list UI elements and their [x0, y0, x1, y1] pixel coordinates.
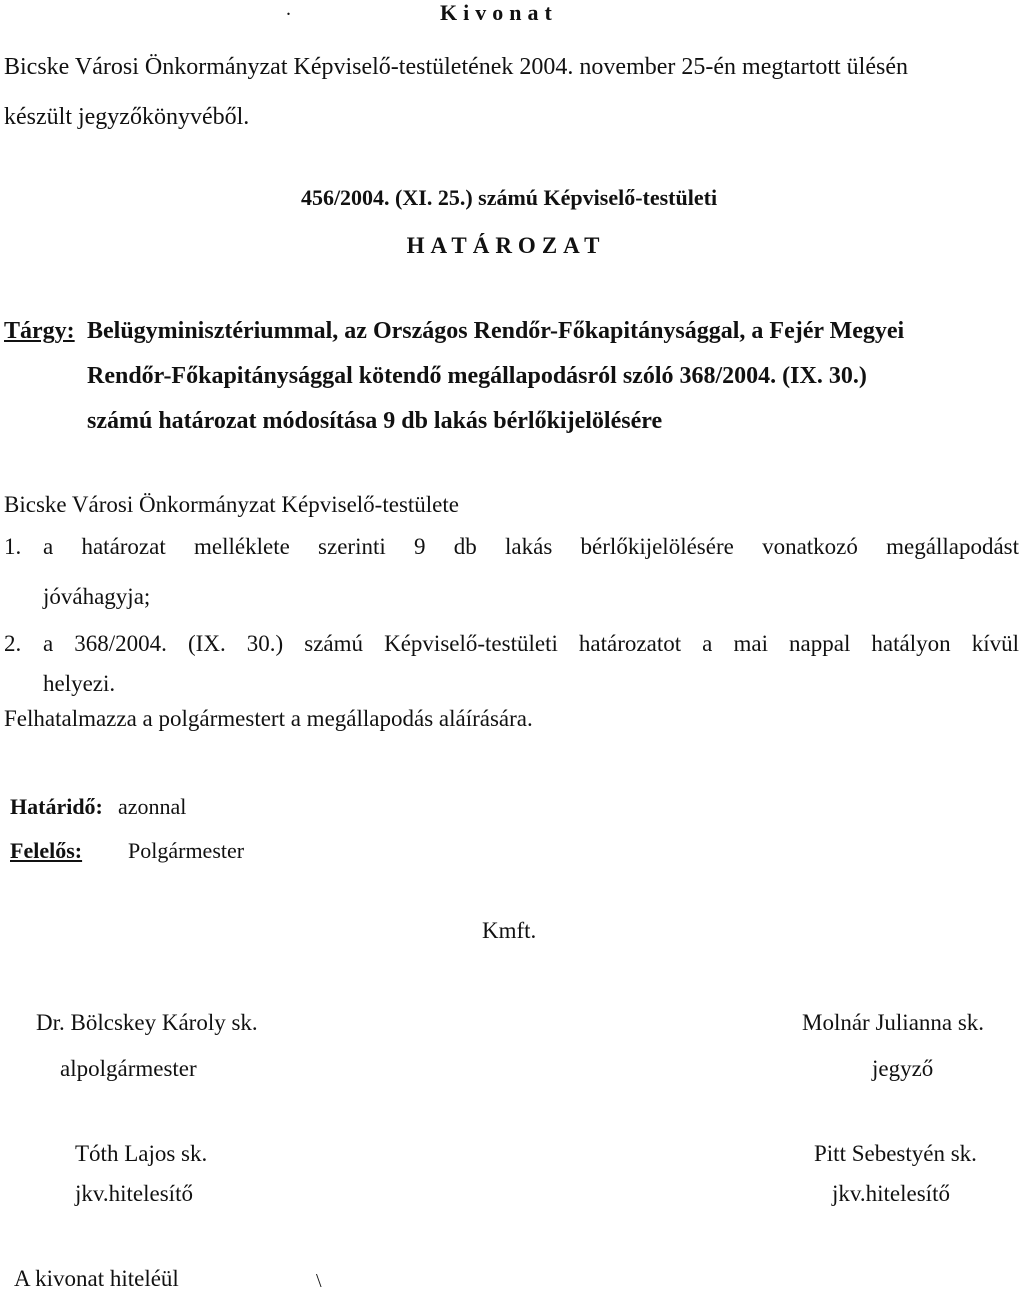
kmft-note: Kmft. [482, 918, 537, 943]
intro-line-1: Bicske Városi Önkormányzat Képviselő-testületének 2004. november 25-én megtartott ülésén [4, 54, 908, 80]
subject-label: Tárgy: [4, 318, 75, 344]
signature-left-2-name: Tóth Lajos sk. [75, 1141, 208, 1166]
resolution-heading: HATÁROZAT [406, 233, 606, 258]
item-2-line-2: helyezi. [43, 671, 116, 696]
item-1-line-1: a határozat melléklete szerinti 9 db lakás bérlőkijelölésére vonatkozó megállapodást [43, 534, 1019, 559]
deadline-value: azonnal [118, 794, 187, 819]
signature-right-2-name: Pitt Sebestyén sk. [814, 1141, 977, 1166]
item-1-line-2: jóváhagyja; [43, 584, 151, 609]
signature-left-1-role: alpolgármester [60, 1056, 197, 1081]
intro-line-2: készült jegyzőkönyvéből. [4, 104, 250, 130]
subject-line-2: Rendőr-Főkapitánysággal kötendő megállapodásról szóló 368/2004. (IX. 30.) [87, 363, 867, 389]
item-1-number: 1. [4, 534, 22, 559]
document-title: Kivonat [440, 0, 558, 25]
responsible-value: Polgármester [128, 838, 245, 863]
deadline-label: Határidő: [10, 794, 103, 819]
item-2-line-1: a 368/2004. (IX. 30.) számú Képviselő-testületi határozatot a mai nappal hatályon kívül [43, 631, 1019, 656]
stray-mark: \ [316, 1270, 322, 1292]
authorization-text: Felhatalmazza a polgármestert a megállapodás aláírására. [4, 706, 533, 731]
body-intro: Bicske Városi Önkormányzat Képviselő-testülete [4, 492, 459, 517]
subject-line-3: számú határozat módosítása 9 db lakás bérlőkijelölésére [87, 408, 663, 434]
signature-right-1-name: Molnár Julianna sk. [802, 1010, 985, 1035]
signature-left-1-name: Dr. Bölcskey Károly sk. [36, 1010, 258, 1035]
scan-dot: . [286, 0, 291, 20]
resolution-number: 456/2004. (XI. 25.) számú Képviselő-testületi [300, 185, 718, 210]
item-2-number: 2. [4, 631, 22, 656]
signature-right-1-role: jegyző [872, 1056, 934, 1081]
certification-note: A kivonat hiteléül [14, 1266, 179, 1291]
signature-right-2-role: jkv.hitelesítő [832, 1181, 950, 1206]
subject-line-1: Belügyminisztériummal, az Országos Rendőr-Főkapitánysággal, a Fejér Megyei [87, 318, 905, 344]
responsible-label: Felelős: [10, 838, 83, 863]
signature-left-2-role: jkv.hitelesítő [75, 1181, 193, 1206]
